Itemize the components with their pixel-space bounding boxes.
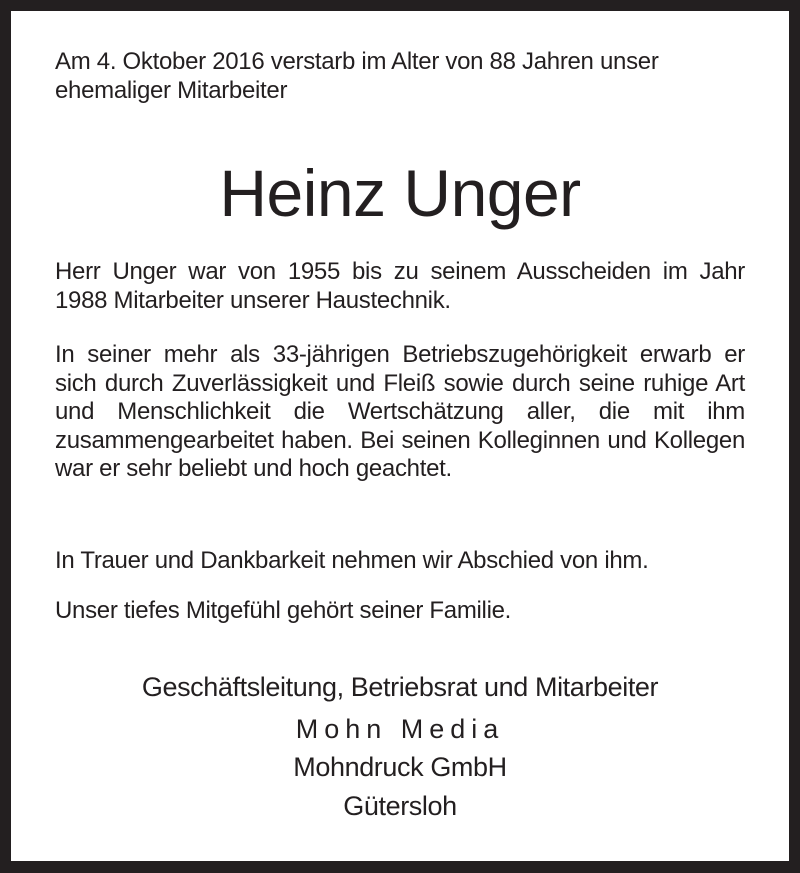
paragraph-farewell: In Trauer und Dankbarkeit nehmen wir Abschied von ihm. [55, 547, 649, 574]
signature-company: Mohn Media [295, 714, 505, 744]
signature-entity: Mohndruck GmbH [293, 752, 507, 782]
signature-senders: Geschäftsleitung, Betriebsrat und Mitarbeiter [141, 672, 659, 702]
deceased-name: Heinz Unger [219, 156, 581, 230]
paragraph-employment: Herr Unger war von 1955 bis zu seinem Ausscheiden im Jahr 1988 Mitarbeiter unserer Haustechnik. [55, 258, 745, 314]
paragraph-tribute: In seiner mehr als 33-jährigen Betriebszugehörigkeit erwarb er sich durch Zuverlässigkeit und Fleiß sowie durch seine ruhige Art und Menschlichkeit die Wertschätzung aller, die mit ihm zusammengearbeitet haben. Bei seinen Kolleginnen und Kollegen war er sehr beliebt und hoch geachtet. [55, 341, 745, 482]
intro-text: Am 4. Oktober 2016 verstarb im Alter von 88 Jahren unser ehemaliger Mitarbeiter [55, 48, 659, 104]
paragraph-condolence: Unser tiefes Mitgefühl gehört seiner Familie. [55, 597, 512, 624]
obituary-notice [11, 11, 789, 861]
signature-city: Gütersloh [343, 791, 457, 821]
